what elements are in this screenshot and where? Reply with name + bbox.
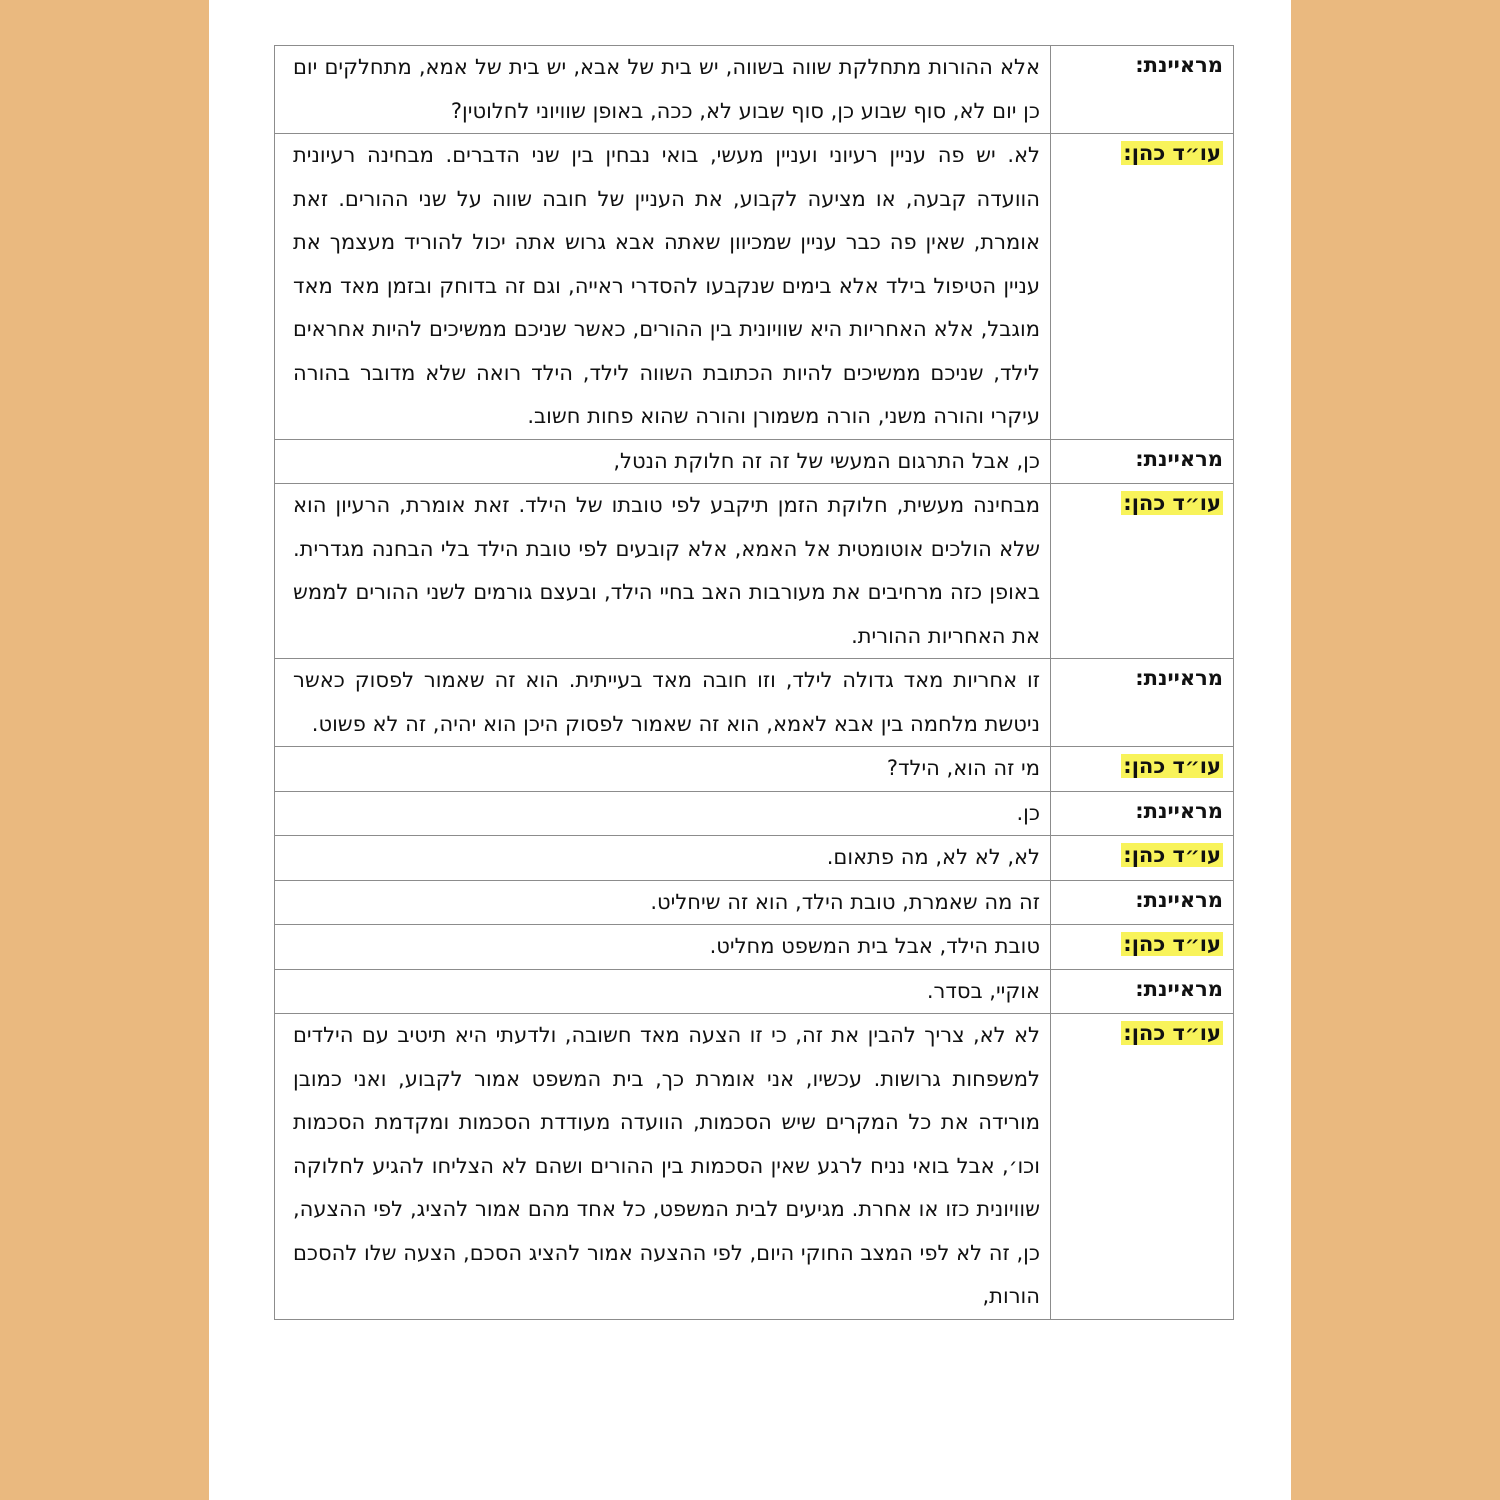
speaker-cell [1051,791,1234,836]
transcript-row [275,439,1234,484]
speaker-label-lawyer: עו״ד כהן: [1123,491,1221,515]
speaker-label-lawyer: עו״ד כהן: [1123,1021,1221,1045]
document-page [209,0,1291,1500]
speaker-cell [1051,484,1234,659]
speech-text: כן, אבל התרגום המעשי של זה זה חלוקת הנטל, [275,439,1051,484]
speech-text: לא, לא לא, מה פתאום. [275,836,1051,881]
speech-text: זה מה שאמרת, טובת הילד, הוא זה שיחליט. [275,880,1051,925]
speaker-cell [1051,1014,1234,1320]
speech-text: זו אחריות מאד גדולה לילד, וזו חובה מאד בעייתית. הוא זה שאמור לפסוק כאשר ניטשת מלחמה בין אבא לאמא, הוא זה שאמור לפסוק היכן הוא יהיה, זה לא פשוט. [275,659,1051,747]
transcript-row [275,969,1234,1014]
speaker-cell [1051,836,1234,881]
speech-text: כן. [275,791,1051,836]
speaker-cell [1051,439,1234,484]
speaker-label-interviewer: מראיינת: [1135,666,1223,690]
speaker-cell [1051,969,1234,1014]
speaker-label-interviewer: מראיינת: [1135,798,1223,823]
speaker-label-interviewer: מראיינת: [1135,446,1223,471]
speaker-cell [1051,134,1234,440]
transcript-table [274,45,1234,1320]
speech-text: לא. יש פה עניין רעיוני ועניין מעשי, בואי נבחין בין שני הדברים. מבחינה רעיונית הוועדה קבעה, או מציעה לקבוע, את העניין של חובה שווה על שני ההורים. זאת אומרת, שאין פה כבר עניין שמכיוון שאתה אבא גרוש אתה יכול להוריד מעצמך את עניין הטיפול בילד אלא בימים שנקבעו להסדרי ראייה, וגם זה בדוחק ובזמן מאד מאד מוגבל, אלא האחריות היא שוויונית בין ההורים, כאשר שניכם ממשיכים להיות אחראים לילד, שניכם ממשיכים להיות הכתובת השווה לילד, הילד רואה שלא מדובר בהורה עיקרי והורה משני, הורה משמורן והורה שהוא פחות חשוב. [275,134,1051,440]
transcript-row [275,659,1234,747]
transcript-row [275,836,1234,881]
transcript-row [275,747,1234,792]
transcript-row [275,46,1234,134]
speech-text: אוקיי, בסדר. [275,969,1051,1014]
speech-text: טובת הילד, אבל בית המשפט מחליט. [275,925,1051,970]
speaker-label-lawyer: עו״ד כהן: [1123,754,1221,778]
transcript-row [275,1014,1234,1320]
speech-text: מי זה הוא, הילד? [275,747,1051,792]
speaker-label-lawyer: עו״ד כהן: [1123,932,1221,956]
speaker-label-interviewer: מראיינת: [1135,976,1223,1001]
speaker-cell [1051,46,1234,134]
transcript-row [275,134,1234,440]
speaker-cell [1051,747,1234,792]
speech-text: לא לא, צריך להבין את זה, כי זו הצעה מאד חשובה, ולדעתי היא תיטיב עם הילדים למשפחות גרושות. עכשיו, אני אומרת כך, בית המשפט אמור לקבוע, ואני כמובן מורידה את כל המקרים שיש הסכמות, הוועדה מעודדת הסכמות ומקדמת הסכמות וכו׳, אבל בואי נניח לרגע שאין הסכמות בין ההורים ושהם לא הצליחו להגיע לחלוקה שוויונית כזו או אחרת. מגיעים לבית המשפט, כל אחד מהם אמור להציג, לפי ההצעה, כן, זה לא לפי המצב החוקי היום, לפי ההצעה אמור להציג הסכם, הצעה שלו להסכם הורות, [275,1014,1051,1320]
transcript-row [275,484,1234,659]
speaker-label-interviewer: מראיינת: [1135,53,1223,77]
transcript-row [275,880,1234,925]
speech-text: אלא ההורות מתחלקת שווה בשווה, יש בית של אבא, יש בית של אמא, מתחלקים יום כן יום לא, סוף שבוע כן, סוף שבוע לא, ככה, באופן שוויוני לחלוטין? [275,46,1051,134]
transcript-row [275,791,1234,836]
speaker-label-lawyer: עו״ד כהן: [1123,843,1221,867]
speaker-label-lawyer: עו״ד כהן: [1123,141,1221,165]
transcript-row [275,925,1234,970]
speech-text: מבחינה מעשית, חלוקת הזמן תיקבע לפי טובתו של הילד. זאת אומרת, הרעיון הוא שלא הולכים אוטומטית אל האמא, אלא קובעים לפי טובת הילד בלי הבחנה מגדרית. באופן כזה מרחיבים את מעורבות האב בחיי הילד, ובעצם גורמים לשני ההורים לממש את האחריות ההורית. [275,484,1051,659]
speaker-cell [1051,659,1234,747]
speaker-cell [1051,925,1234,970]
speaker-cell [1051,880,1234,925]
speaker-label-interviewer: מראיינת: [1135,887,1223,912]
